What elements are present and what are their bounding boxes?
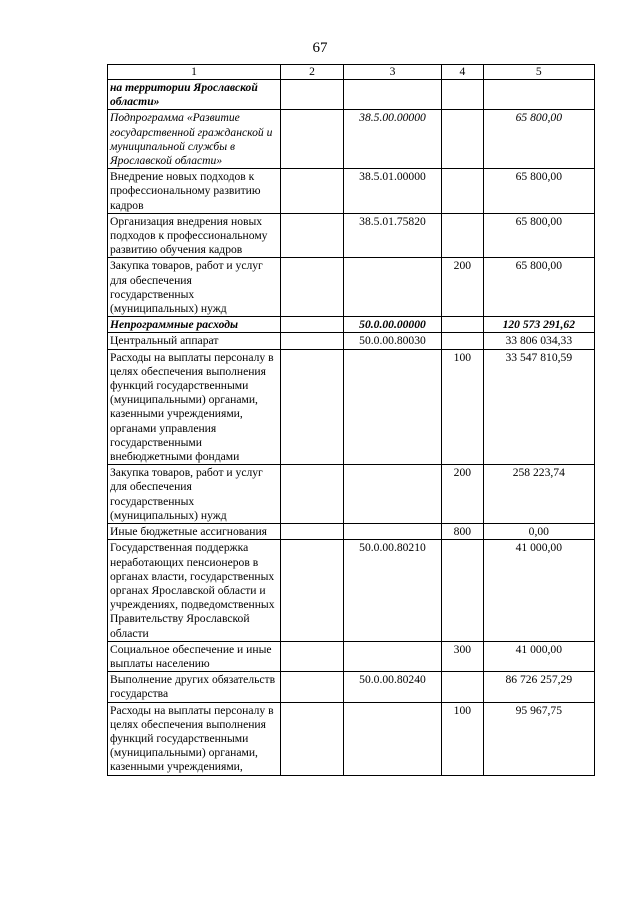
row-type-cell [442, 110, 484, 169]
row-amount-cell: 65 800,00 [483, 169, 594, 214]
row-col2-cell [281, 524, 344, 540]
header-col-3: 3 [343, 65, 441, 80]
table-row [108, 349, 595, 465]
row-code-cell: 50.0.00.80240 [343, 672, 441, 702]
budget-table [107, 64, 595, 776]
row-code-cell: 38.5.01.75820 [343, 213, 441, 258]
row-col2-cell [281, 258, 344, 317]
row-name-cell: Выполнение других обязательств государства [108, 672, 281, 702]
row-amount-cell: 0,00 [483, 524, 594, 540]
row-amount-cell: 33 806 034,33 [483, 333, 594, 349]
row-code-cell: 50.0.00.00000 [343, 317, 441, 333]
row-amount-cell: 65 800,00 [483, 258, 594, 317]
row-code-cell [343, 524, 441, 540]
page-number: 67 [312, 40, 328, 56]
row-code-cell: 50.0.00.80030 [343, 333, 441, 349]
table-row [108, 333, 595, 349]
header-col-5: 5 [483, 65, 594, 80]
row-code-cell [343, 702, 441, 775]
table-row [108, 702, 595, 775]
row-amount-cell: 65 800,00 [483, 213, 594, 258]
row-amount-cell: 41 000,00 [483, 641, 594, 671]
row-col2-cell [281, 317, 344, 333]
row-name-cell: Расходы на выплаты персоналу в целях обеспечения выполнения функций государственными (муниципальными) органами, казенными учреждениями, органами управления государственными внебюджетными фондами [108, 349, 281, 465]
row-type-cell [442, 672, 484, 702]
row-type-cell: 800 [442, 524, 484, 540]
table-row [108, 524, 595, 540]
row-type-cell: 300 [442, 641, 484, 671]
table-header-row [108, 65, 595, 80]
row-code-cell [343, 349, 441, 465]
row-amount-cell: 33 547 810,59 [483, 349, 594, 465]
row-name-cell: Организация внедрения новых подходов к профессиональному развитию обучения кадров [108, 213, 281, 258]
row-amount-cell: 65 800,00 [483, 110, 594, 169]
table-row [108, 258, 595, 317]
row-code-cell: 38.5.00.00000 [343, 110, 441, 169]
row-amount-cell: 95 967,75 [483, 702, 594, 775]
row-name-cell: Центральный аппарат [108, 333, 281, 349]
row-amount-cell: 120 573 291,62 [483, 317, 594, 333]
row-type-cell: 200 [442, 258, 484, 317]
row-code-cell: 50.0.00.80210 [343, 540, 441, 641]
row-col2-cell [281, 169, 344, 214]
row-name-cell: Закупка товаров, работ и услуг для обеспечения государственных (муниципальных) нужд [108, 465, 281, 524]
row-code-cell [343, 80, 441, 110]
row-col2-cell [281, 80, 344, 110]
row-type-cell [442, 80, 484, 110]
header-col-2: 2 [281, 65, 344, 80]
row-type-cell [442, 333, 484, 349]
table-row [108, 213, 595, 258]
row-col2-cell [281, 702, 344, 775]
table-row [108, 465, 595, 524]
header-col-4: 4 [442, 65, 484, 80]
row-name-cell: на территории Ярославской области» [108, 80, 281, 110]
row-amount-cell: 41 000,00 [483, 540, 594, 641]
row-name-cell: Социальное обеспечение и иные выплаты населению [108, 641, 281, 671]
table-row [108, 80, 595, 110]
row-name-cell: Закупка товаров, работ и услуг для обеспечения государственных (муниципальных) нужд [108, 258, 281, 317]
row-type-cell [442, 213, 484, 258]
row-type-cell: 100 [442, 702, 484, 775]
row-type-cell: 100 [442, 349, 484, 465]
row-col2-cell [281, 333, 344, 349]
table-row [108, 110, 595, 169]
row-name-cell: Иные бюджетные ассигнования [108, 524, 281, 540]
row-col2-cell [281, 641, 344, 671]
row-col2-cell [281, 213, 344, 258]
row-code-cell: 38.5.01.00000 [343, 169, 441, 214]
budget-table-body [108, 65, 595, 776]
row-type-cell [442, 540, 484, 641]
table-row [108, 641, 595, 671]
table-row [108, 317, 595, 333]
row-type-cell [442, 317, 484, 333]
table-row [108, 540, 595, 641]
table-row [108, 672, 595, 702]
row-col2-cell [281, 672, 344, 702]
row-name-cell: Внедрение новых подходов к профессиональному развитию кадров [108, 169, 281, 214]
header-col-1: 1 [108, 65, 281, 80]
row-name-cell: Непрограммные расходы [108, 317, 281, 333]
row-col2-cell [281, 540, 344, 641]
row-code-cell [343, 258, 441, 317]
row-type-cell [442, 169, 484, 214]
row-col2-cell [281, 110, 344, 169]
row-amount-cell: 86 726 257,29 [483, 672, 594, 702]
row-code-cell [343, 465, 441, 524]
row-type-cell: 200 [442, 465, 484, 524]
row-col2-cell [281, 349, 344, 465]
table-row [108, 169, 595, 214]
row-col2-cell [281, 465, 344, 524]
row-amount-cell: 258 223,74 [483, 465, 594, 524]
row-name-cell: Подпрограмма «Развитие государственной гражданской и муниципальной службы в Ярославской области» [108, 110, 281, 169]
row-name-cell: Расходы на выплаты персоналу в целях обеспечения выполнения функций государственными (муниципальными) органами, казенными учреждениями, [108, 702, 281, 775]
row-name-cell: Государственная поддержка неработающих пенсионеров в органах власти, государственных органах Ярославской области и учреждениях, подведомственных Правительству Ярославской области [108, 540, 281, 641]
row-amount-cell [483, 80, 594, 110]
row-code-cell [343, 641, 441, 671]
